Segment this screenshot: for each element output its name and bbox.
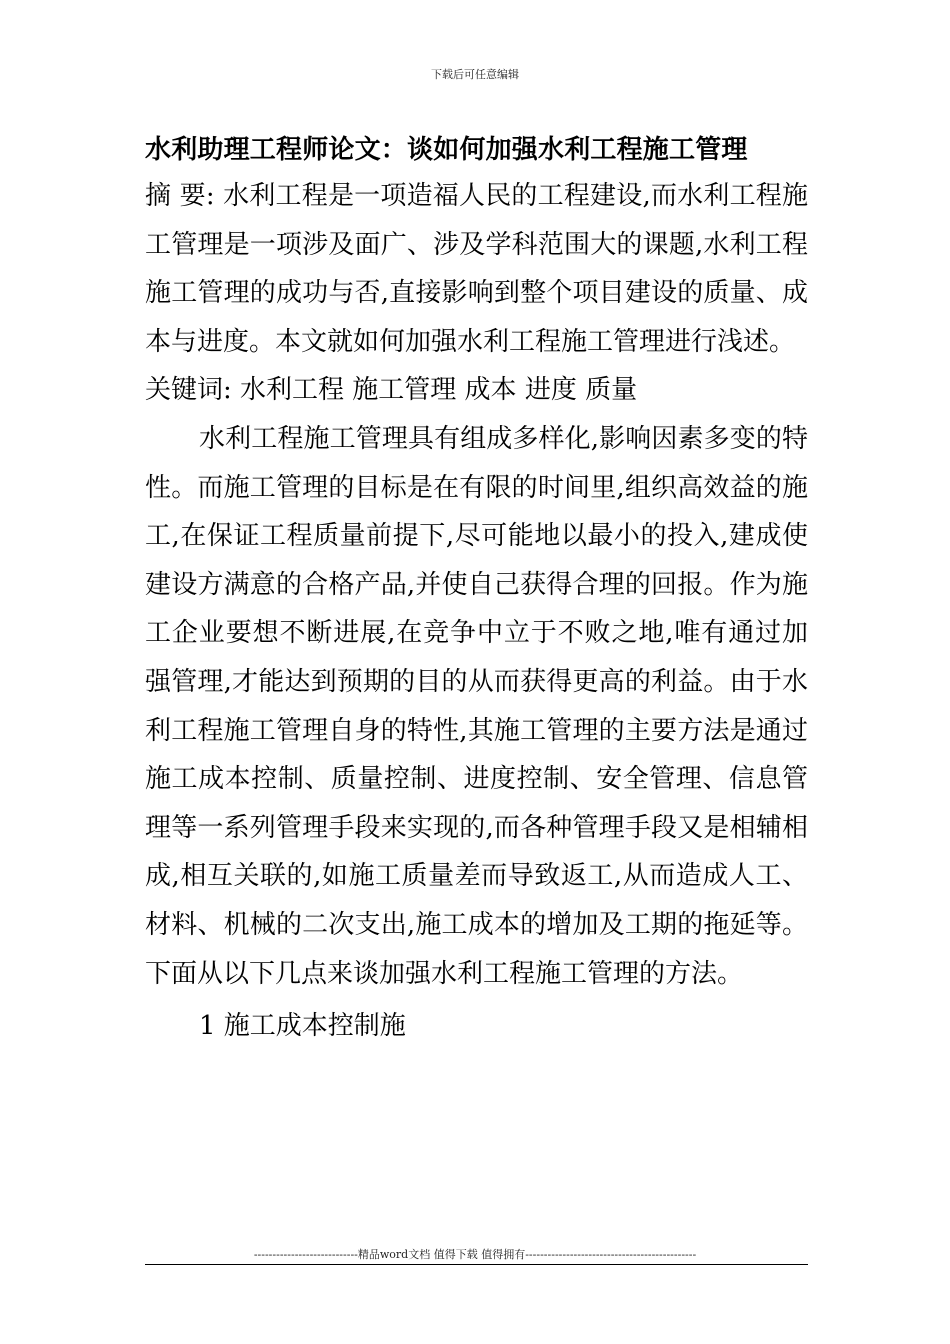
document-title: 水利助理工程师论文：谈如何加强水利工程施工管理 — [145, 135, 748, 165]
document-body — [145, 128, 808, 1051]
footer-divider — [145, 1264, 808, 1265]
keywords-line: 关键词: 水利工程 施工管理 成本 进度 质量 — [145, 375, 638, 406]
page-header-note: 下载后可任意编辑 — [431, 68, 519, 81]
body-paragraph: 水利工程施工管理具有组成多样化,影响因素多变的特性。而施工管理的目标是在有限的时间里,组织高效益的施工,在保证工程质量前提下,尽可能地以最小的投入,建成使建设方满意的合格产品,并使自己获得合理的回报。作为施工企业要想不断进展,在竞争中立于不败之地,唯有通过加强管理,才能达到预期的目的从而获得更高的利益。由于水利工程施工管理自身的特性,其施工管理的主要方法是通过施工成本控制、质量控制、进度控制、安全管理、信息管理等一系列管理手段来实现的,而各种管理手段又是相辅相成,相互关联的,如施工质量差而导致返工,从而造成人工、材料、机械的二次支出,施工成本的增加及工期的拖延等。下面从以下几点来谈加强水利工程施工管理的方法。 — [145, 423, 808, 989]
section-heading: 1 施工成本控制施 — [199, 1011, 406, 1042]
abstract-paragraph: 摘 要: 水利工程是一项造福人民的工程建设,而水利工程施工管理是一项涉及面广、涉及学科范围大的课题,水利工程施工管理的成功与否,直接影响到整个项目建设的质量、成本与进度。本文就如何加强水利工程施工管理进行浅述。 — [145, 181, 808, 357]
page-footer-note: ----------------------------精品word文档 值得下载 值得拥有---------------------------------------------- — [253, 1248, 697, 1261]
